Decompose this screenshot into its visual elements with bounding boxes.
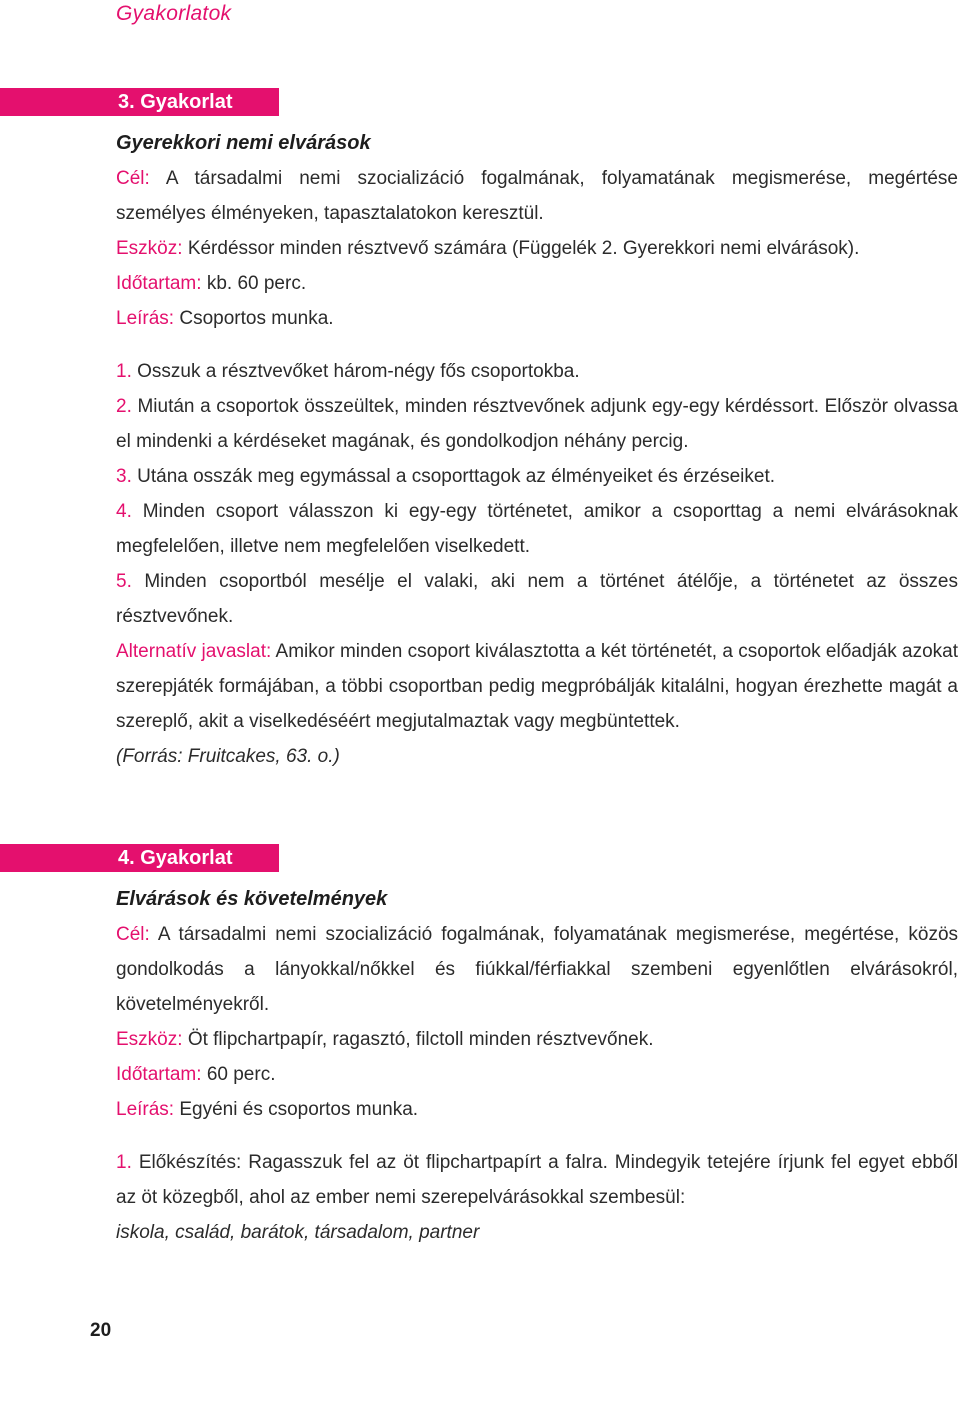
ex3-alternative: Alternatív javaslat: Amikor minden csoport kiválasztotta a két történetét, a csoportok előadják azokat szerepjáték formájában, a többi csoportban pedig megpróbálják kitalálni, hogyan érezhette magát a szereplő, akit a viselkedéséért megjutalmaztak vagy megbüntettek. — [116, 641, 958, 732]
ex4-goal: Cél: A társadalmi nemi szocializáció fogalmának, folyamatának megismerése, megértése, közös gondolkodás a lányokkal/nőkkel és fiúkkal/férfiakkal szembeni egyenlőtlen elvárásokról, követelményekről. — [116, 924, 959, 1015]
ex4-step-1: 1. Előkészítés: Ragasszuk fel az öt flipchartpapírt a falra. Mindegyik tetejére írjunk fel egyet ebből az öt közegből, ahol az ember nemi szerepelvárásokkal szembesül: — [116, 1152, 959, 1208]
ex3-source: (Forrás: Fruitcakes, 63. o.) — [116, 746, 340, 767]
ex4-tools: Eszköz: Öt flipchartpapír, ragasztó, filctoll minden résztvevőnek. — [116, 1029, 654, 1050]
exercise-3-heading: 3. Gyakorlat — [116, 88, 279, 116]
ex4-settings-list: iskola, család, barátok, társadalom, partner — [116, 1222, 480, 1243]
ex4-description: Leírás: Egyéni és csoportos munka. — [116, 1099, 419, 1120]
exercise-4-body — [116, 882, 958, 1250]
ex3-description: Leírás: Csoportos munka. — [116, 308, 334, 329]
exercise-4-title: Elvárások és követelmények — [116, 888, 388, 910]
running-header: Gyakorlatok — [116, 2, 232, 25]
exercise-3-title: Gyerekkori nemi elvárások — [116, 132, 371, 154]
ex3-duration: Időtartam: kb. 60 perc. — [116, 273, 307, 294]
ex3-goal: Cél: A társadalmi nemi szocializáció fogalmának, folyamatának megismerése, megértése személyes élményeken, tapasztalatokon keresztül. — [116, 168, 959, 224]
page-number: 20 — [90, 1320, 112, 1341]
ex3-step-3: 3. Utána osszák meg egymással a csoporttagok az élményeiket és érzéseiket. — [116, 466, 776, 487]
ex3-tools: Eszköz: Kérdéssor minden résztvevő számára (Függelék 2. Gyerekkori nemi elvárások). — [116, 238, 860, 259]
ex3-step-5: 5. Minden csoportból mesélje el valaki, aki nem a történet átélője, a történetet az összes résztvevőnek. — [116, 571, 958, 627]
ex3-step-2: 2. Miután a csoportok összeültek, minden résztvevőnek adjunk egy-egy kérdéssort. Először olvassa el mindenki a kérdéseket magának, és gondolkodjon néhány percig. — [116, 396, 958, 452]
exercise-4-heading: 4. Gyakorlat — [116, 844, 279, 872]
exercise-3-body — [116, 126, 958, 774]
ex3-step-1: 1. Osszuk a résztvevőket három-négy fős csoportokba. — [116, 361, 580, 382]
ex4-duration: Időtartam: 60 perc. — [116, 1064, 276, 1085]
spacer — [116, 1127, 958, 1145]
ex3-step-4: 4. Minden csoport válasszon ki egy-egy történetet, amikor a csoporttag a nemi elvárásoknak megfelelően, illetve nem megfelelően viselkedett. — [116, 501, 959, 557]
spacer — [116, 336, 958, 354]
